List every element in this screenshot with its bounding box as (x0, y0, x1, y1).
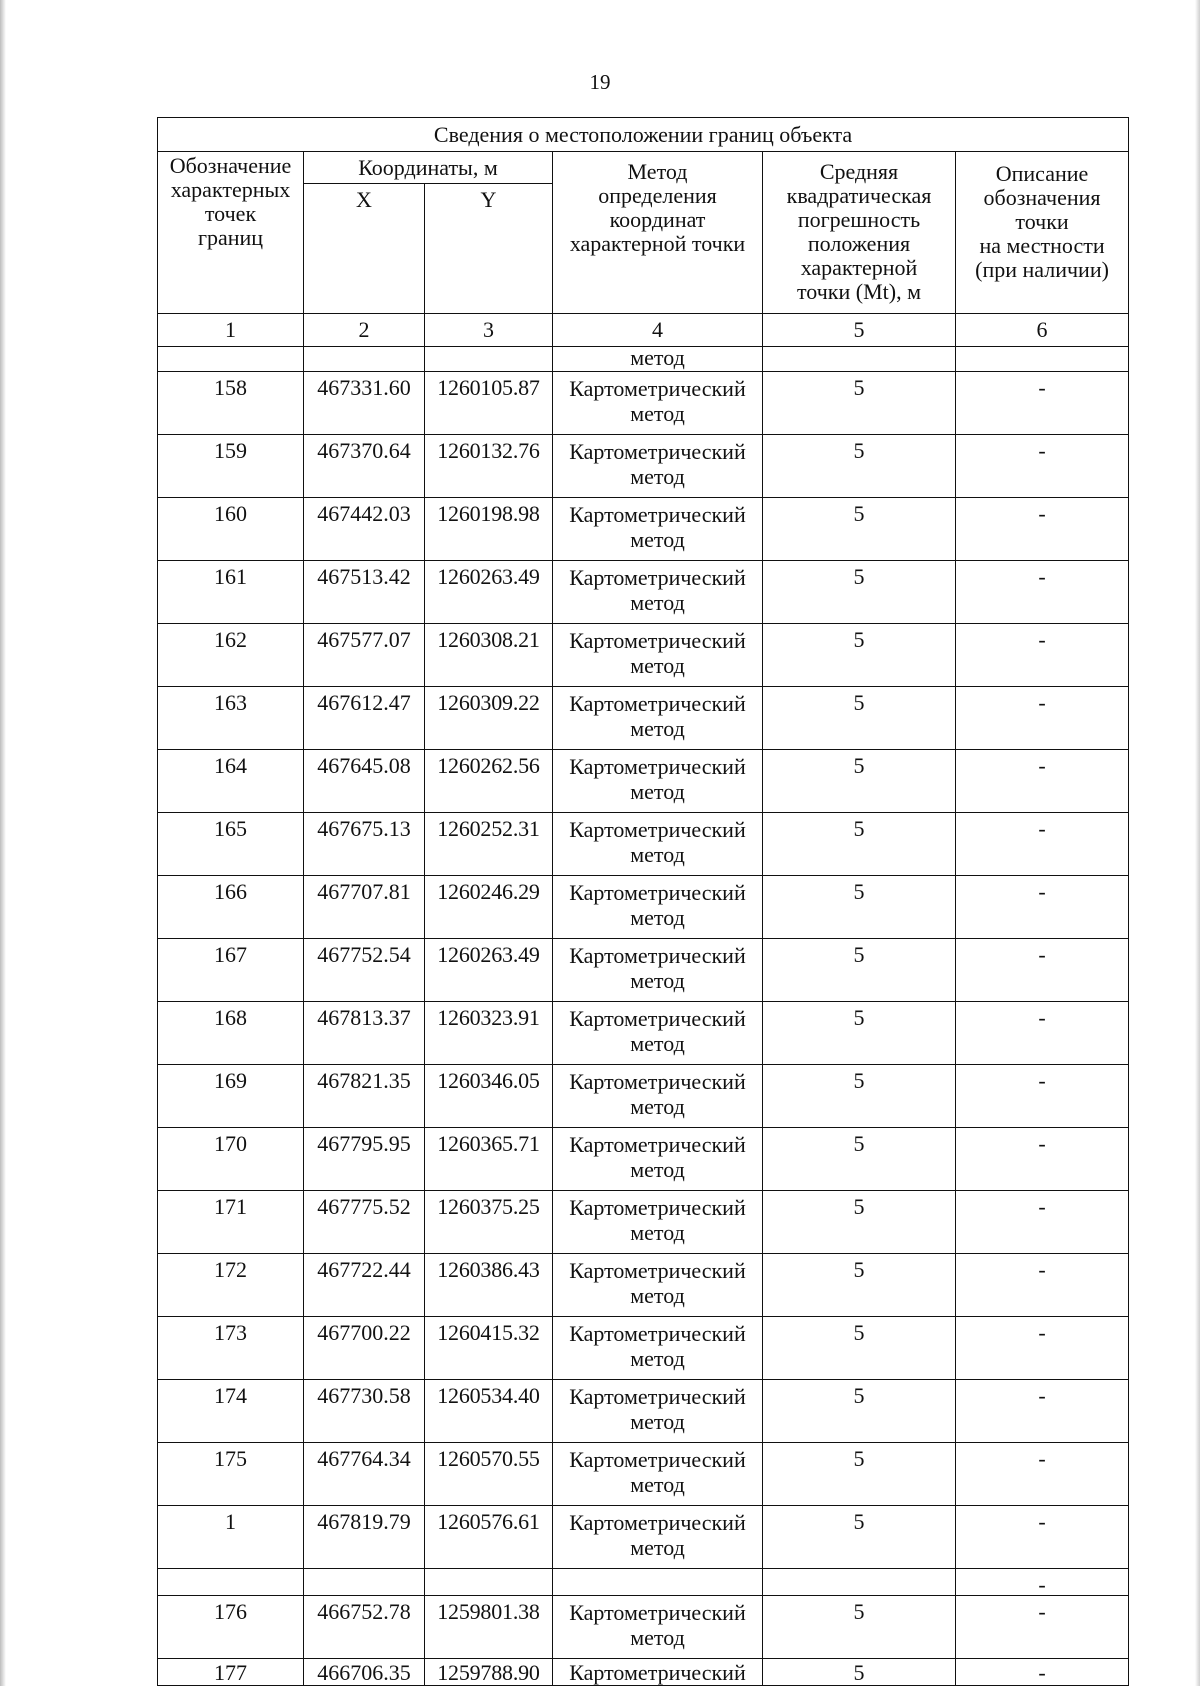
method-cell: Картометрический метод (553, 813, 763, 876)
table-row (158, 939, 1129, 1002)
y-coordinate-cell: 1260132.76 (425, 435, 553, 498)
table-row (158, 1317, 1129, 1380)
point-cell: 164 (158, 750, 304, 813)
x-coordinate-cell: 467813.37 (304, 1002, 425, 1065)
error-cell: 5 (763, 561, 956, 624)
empty-separator-row (158, 1569, 1129, 1596)
point-cell: 170 (158, 1128, 304, 1191)
x-coordinate-cell: 467370.64 (304, 435, 425, 498)
y-coordinate-cell: 1260534.40 (425, 1380, 553, 1443)
point-cell: 173 (158, 1317, 304, 1380)
error-cell: 5 (763, 624, 956, 687)
description-cell: - (956, 1596, 1129, 1659)
method-cell: Картометрический метод (553, 498, 763, 561)
point-cell: 168 (158, 1002, 304, 1065)
point-cell: 159 (158, 435, 304, 498)
table-row (158, 1002, 1129, 1065)
error-cell: 5 (763, 939, 956, 1002)
y-coordinate-cell: 1260386.43 (425, 1254, 553, 1317)
point-cell: 172 (158, 1254, 304, 1317)
column-number: 4 (553, 314, 763, 347)
scan-edge-left (0, 0, 6, 1686)
x-coordinate-cell: 467722.44 (304, 1254, 425, 1317)
point-cell: 163 (158, 687, 304, 750)
method-cell: Картометрический метод (553, 1506, 763, 1569)
error-cell: 5 (763, 435, 956, 498)
header-x: X (304, 184, 425, 314)
y-coordinate-cell: 1260346.05 (425, 1065, 553, 1128)
x-coordinate-cell: 467821.35 (304, 1065, 425, 1128)
table-row (158, 1065, 1129, 1128)
x-coordinate-cell: 467730.58 (304, 1380, 425, 1443)
description-cell: - (956, 1443, 1129, 1506)
error-cell: 5 (763, 813, 956, 876)
table-row (158, 372, 1129, 435)
error-cell: 5 (763, 1659, 956, 1686)
y-coordinate-cell: 1260263.49 (425, 561, 553, 624)
point-cell: 161 (158, 561, 304, 624)
y-coordinate-cell: 1260375.25 (425, 1191, 553, 1254)
x-coordinate-cell: 467513.42 (304, 561, 425, 624)
header-error: Средняя квадратическая погрешность положения характерной точки (Mt), м (763, 152, 956, 314)
boundary-coordinates-table (157, 117, 1129, 1686)
table-row (158, 1443, 1129, 1506)
x-coordinate-cell: 467707.81 (304, 876, 425, 939)
method-cell: метод (553, 347, 763, 372)
point-cell: 1 (158, 1506, 304, 1569)
table-row (158, 1596, 1129, 1659)
point-cell: 176 (158, 1596, 304, 1659)
y-coordinate-cell: 1260198.98 (425, 498, 553, 561)
error-cell: 5 (763, 1254, 956, 1317)
x-coordinate-cell: 467645.08 (304, 750, 425, 813)
table-row (158, 561, 1129, 624)
point-cell: 171 (158, 1191, 304, 1254)
method-cell: Картометрический метод (553, 1443, 763, 1506)
description-cell: - (956, 561, 1129, 624)
header-method: Метод определения координат характерной точки (553, 152, 763, 314)
x-coordinate-cell: 467577.07 (304, 624, 425, 687)
y-coordinate-cell: 1260246.29 (425, 876, 553, 939)
error-cell: 5 (763, 1506, 956, 1569)
header-y: Y (425, 184, 553, 314)
description-cell: - (956, 687, 1129, 750)
error-cell: 5 (763, 687, 956, 750)
table-row (158, 1659, 1129, 1686)
page-number: 19 (589, 70, 611, 94)
method-cell: Картометрический метод (553, 1191, 763, 1254)
description-cell: - (956, 1065, 1129, 1128)
point-cell: 174 (158, 1380, 304, 1443)
y-coordinate-cell: 1260262.56 (425, 750, 553, 813)
method-cell: Картометрический метод (553, 1128, 763, 1191)
error-cell: 5 (763, 1128, 956, 1191)
table-row (158, 750, 1129, 813)
error-cell: 5 (763, 1191, 956, 1254)
description-cell: - (956, 750, 1129, 813)
x-coordinate-cell: 467331.60 (304, 372, 425, 435)
column-number-row (158, 314, 1129, 347)
header-description: Описание обозначения точки на местности (при наличии) (956, 152, 1129, 314)
description-cell: - (956, 813, 1129, 876)
error-cell: 5 (763, 1443, 956, 1506)
header-coordinates: Координаты, м (304, 152, 553, 184)
x-coordinate-cell: 466752.78 (304, 1596, 425, 1659)
x-coordinate-cell: 467764.34 (304, 1443, 425, 1506)
description-cell: - (956, 498, 1129, 561)
y-coordinate-cell: 1260323.91 (425, 1002, 553, 1065)
table-row (158, 1128, 1129, 1191)
error-cell: 5 (763, 372, 956, 435)
method-cell: Картометрический метод (553, 372, 763, 435)
point-cell: 158 (158, 372, 304, 435)
point-cell: 165 (158, 813, 304, 876)
description-cell: - (956, 939, 1129, 1002)
description-cell: - (956, 372, 1129, 435)
table-row (158, 624, 1129, 687)
error-cell: 5 (763, 1380, 956, 1443)
column-number: 2 (304, 314, 425, 347)
header-point: Обозначение характерных точек границ (158, 152, 304, 314)
table-title: Сведения о местоположении границ объекта (158, 118, 1129, 152)
description-cell: - (956, 1659, 1129, 1686)
method-cell: Картометрический метод (553, 1596, 763, 1659)
description-cell: - (956, 1569, 1129, 1596)
method-cell: Картометрический (553, 1659, 763, 1686)
description-cell: - (956, 1254, 1129, 1317)
description-cell: - (956, 1128, 1129, 1191)
point-cell: 160 (158, 498, 304, 561)
x-coordinate-cell: 467442.03 (304, 498, 425, 561)
table-title-row (158, 118, 1129, 152)
y-coordinate-cell: 1260415.32 (425, 1317, 553, 1380)
method-cell: Картометрический метод (553, 435, 763, 498)
y-coordinate-cell: 1260263.49 (425, 939, 553, 1002)
y-coordinate-cell: 1260309.22 (425, 687, 553, 750)
method-cell: Картометрический метод (553, 750, 763, 813)
method-cell: Картометрический метод (553, 1380, 763, 1443)
method-cell: Картометрический метод (553, 939, 763, 1002)
description-cell: - (956, 435, 1129, 498)
method-cell: Картометрический метод (553, 624, 763, 687)
method-cell: Картометрический метод (553, 1002, 763, 1065)
description-cell: - (956, 1191, 1129, 1254)
error-cell: 5 (763, 1317, 956, 1380)
method-cell: Картометрический метод (553, 1065, 763, 1128)
scan-edge-right (1195, 0, 1200, 1686)
description-cell: - (956, 624, 1129, 687)
continued-row (158, 347, 1129, 372)
table-row (158, 1191, 1129, 1254)
y-coordinate-cell: 1260105.87 (425, 372, 553, 435)
y-coordinate-cell: 1260576.61 (425, 1506, 553, 1569)
method-cell: Картометрический метод (553, 687, 763, 750)
method-cell: Картометрический метод (553, 876, 763, 939)
y-coordinate-cell: 1260365.71 (425, 1128, 553, 1191)
error-cell: 5 (763, 1596, 956, 1659)
x-coordinate-cell: 467612.47 (304, 687, 425, 750)
table-row (158, 687, 1129, 750)
description-cell: - (956, 1506, 1129, 1569)
method-cell: Картометрический метод (553, 1317, 763, 1380)
point-cell: 162 (158, 624, 304, 687)
table-row (158, 1254, 1129, 1317)
table-row (158, 1506, 1129, 1569)
error-cell: 5 (763, 498, 956, 561)
description-cell: - (956, 1317, 1129, 1380)
column-number: 1 (158, 314, 304, 347)
error-cell: 5 (763, 1065, 956, 1128)
header-row-1 (158, 152, 1129, 184)
method-cell: Картометрический метод (553, 561, 763, 624)
column-number: 3 (425, 314, 553, 347)
table-row (158, 498, 1129, 561)
point-cell: 167 (158, 939, 304, 1002)
y-coordinate-cell: 1260252.31 (425, 813, 553, 876)
description-cell: - (956, 876, 1129, 939)
point-cell: 169 (158, 1065, 304, 1128)
x-coordinate-cell: 467819.79 (304, 1506, 425, 1569)
description-cell: - (956, 1380, 1129, 1443)
method-cell: Картометрический метод (553, 1254, 763, 1317)
table-row (158, 813, 1129, 876)
x-coordinate-cell: 467775.52 (304, 1191, 425, 1254)
error-cell: 5 (763, 750, 956, 813)
error-cell: 5 (763, 1002, 956, 1065)
x-coordinate-cell: 467675.13 (304, 813, 425, 876)
y-coordinate-cell: 1259801.38 (425, 1596, 553, 1659)
error-cell: 5 (763, 876, 956, 939)
point-cell: 166 (158, 876, 304, 939)
x-coordinate-cell: 467795.95 (304, 1128, 425, 1191)
point-cell: 175 (158, 1443, 304, 1506)
y-coordinate-cell: 1259788.90 (425, 1659, 553, 1686)
table-row (158, 435, 1129, 498)
y-coordinate-cell: 1260308.21 (425, 624, 553, 687)
x-coordinate-cell: 467700.22 (304, 1317, 425, 1380)
x-coordinate-cell: 466706.35 (304, 1659, 425, 1686)
column-number: 5 (763, 314, 956, 347)
point-cell: 177 (158, 1659, 304, 1686)
column-number: 6 (956, 314, 1129, 347)
y-coordinate-cell: 1260570.55 (425, 1443, 553, 1506)
x-coordinate-cell: 467752.54 (304, 939, 425, 1002)
table-row (158, 1380, 1129, 1443)
table-row (158, 876, 1129, 939)
description-cell: - (956, 1002, 1129, 1065)
